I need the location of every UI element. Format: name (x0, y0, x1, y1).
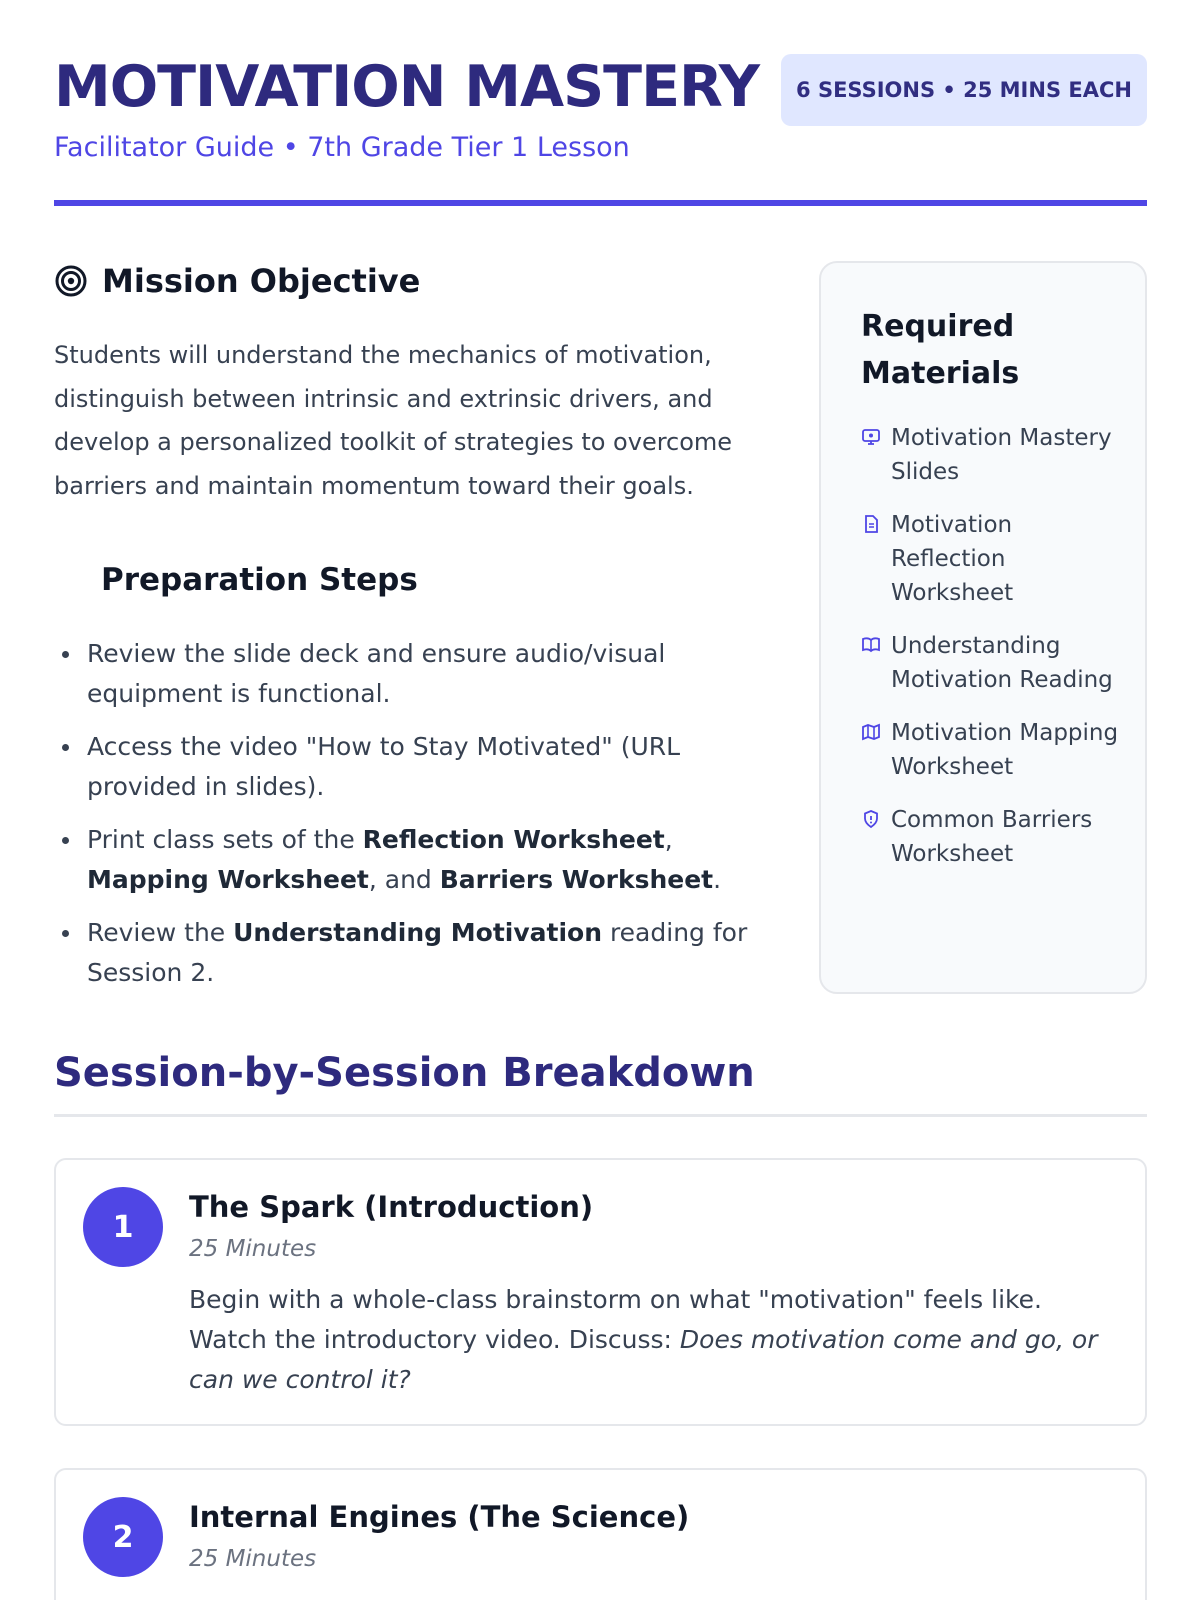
mission-text: Students will understand the mechanics of motivation, distinguish between intrinsic and extrinsic drivers, and develop a personalized toolkit of strategies to overcome barriers and maintain momentum toward their goals. (54, 341, 733, 500)
session-title: The Spark (Introduction) (189, 1190, 594, 1224)
step-highlight: Understanding Motivation (233, 918, 602, 947)
document-icon (861, 514, 881, 534)
step-highlight: Reflection Worksheet (362, 825, 665, 854)
session-card (54, 1468, 1147, 1600)
map-icon (861, 722, 881, 742)
step-text: Print class sets of the (87, 825, 363, 854)
mission-heading (54, 262, 420, 300)
materials-title: Required Materials (861, 309, 1020, 391)
step-text: . (713, 865, 722, 894)
material-item (861, 421, 1123, 489)
session-number-badge: 1 (83, 1187, 163, 1267)
material-label: Understanding Motivation Reading (891, 633, 1113, 693)
step-text: reading for Session 2. (87, 918, 748, 987)
presentation-icon (861, 427, 881, 447)
session-card (54, 1158, 1147, 1426)
preparation-step (54, 913, 774, 993)
book-icon (861, 635, 881, 655)
breakdown-divider (54, 1114, 1147, 1117)
facilitator-guide (54, 0, 1147, 1600)
mission-title: Mission Objective (102, 262, 421, 300)
guide-header (54, 52, 1147, 208)
material-item (861, 803, 1123, 871)
materials-panel (819, 261, 1147, 994)
material-item (861, 716, 1123, 784)
preparation-list (54, 634, 774, 1006)
preparation-title: Preparation Steps (101, 562, 418, 598)
step-highlight: Barriers Worksheet (439, 865, 714, 894)
session-title: Internal Engines (The Science) (189, 1500, 690, 1534)
page-subtitle: Facilitator Guide • 7th Grade Tier 1 Lesson (54, 132, 630, 163)
session-duration: 25 Minutes (189, 1546, 317, 1572)
step-text: Review the (87, 918, 234, 947)
preparation-step (54, 820, 774, 900)
sessions-badge: 6 SESSIONS • 25 MINS EACH (781, 54, 1147, 126)
preparation-step (54, 634, 774, 714)
materials-list (861, 421, 1123, 890)
material-item (861, 629, 1123, 697)
breakdown-title: Session-by-Session Breakdown (54, 1050, 755, 1096)
target-icon (54, 264, 88, 298)
session-description-text: Begin with a whole-class brainstorm on what "motivation" feels like. Watch the introductory video. Discuss: (189, 1285, 1042, 1354)
material-label: Motivation Reflection Worksheet (891, 512, 1014, 606)
step-text: , (664, 825, 673, 854)
session-duration: 25 Minutes (189, 1236, 317, 1262)
material-item (861, 508, 1123, 610)
header-divider (54, 200, 1147, 206)
preparation-step (54, 727, 774, 807)
session-number-badge: 2 (83, 1497, 163, 1577)
session-discussion-question: Does motivation come and go, or can we control it? (189, 1325, 1098, 1394)
material-label: Motivation Mastery Slides (891, 425, 1112, 485)
material-label: Common Barriers Worksheet (891, 807, 1093, 867)
page-title: MOTIVATION MASTERY (54, 54, 760, 120)
step-highlight: Mapping Worksheet (87, 865, 369, 894)
material-label: Motivation Mapping Worksheet (891, 720, 1119, 780)
step-text: , and (368, 865, 440, 894)
shield-icon (861, 809, 881, 829)
session-description (189, 1280, 1109, 1400)
step-text: Access the video "How to Stay Motivated" (URL provided in slides). (87, 732, 681, 801)
step-text: Review the slide deck and ensure audio/visual equipment is functional. (87, 639, 666, 708)
